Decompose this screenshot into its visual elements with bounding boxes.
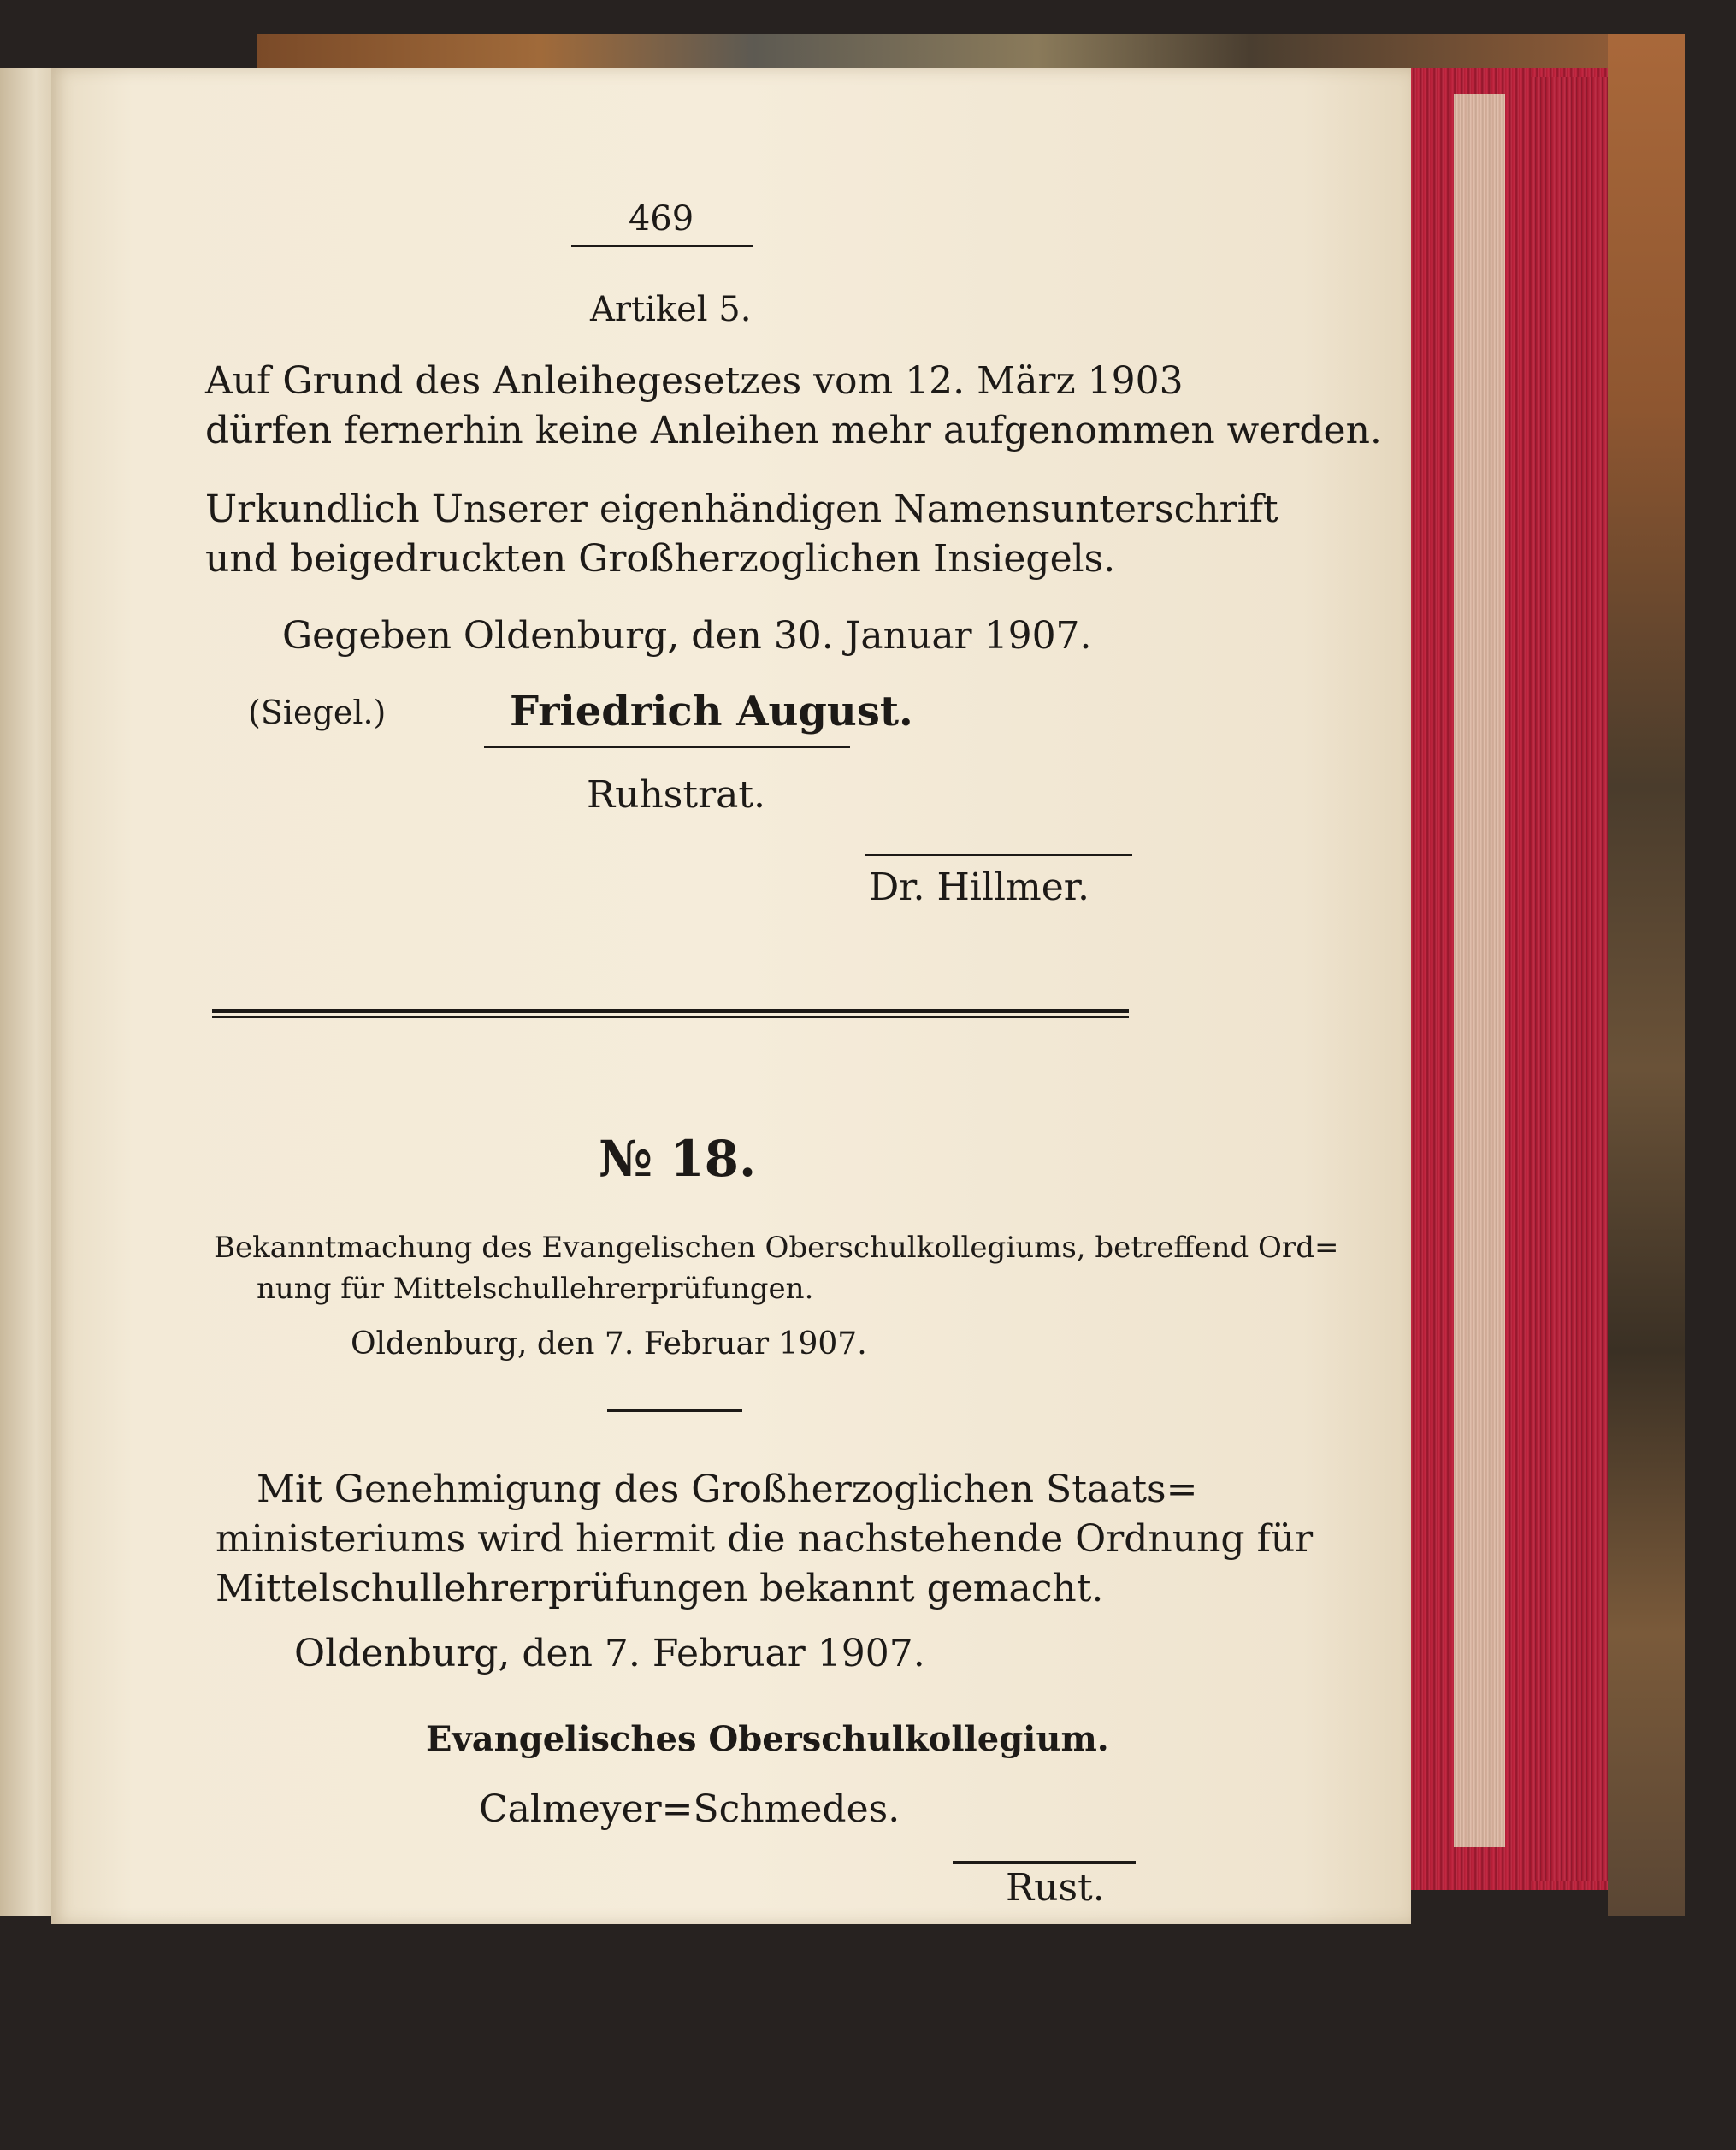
section-divider-bottom bbox=[212, 1016, 1129, 1018]
notice-text-line-3: Mittelschullehrerprüfungen bekannt gemacht. bbox=[216, 1567, 1104, 1610]
signer-name: Calmeyer=Schmedes. bbox=[479, 1787, 900, 1831]
notice-number: № 18. bbox=[599, 1130, 757, 1188]
notice-text-line-2: ministeriums wird hiermit die nachstehende Ordnung für bbox=[216, 1517, 1314, 1561]
notice-title-line-2: nung für Mittelschullehrerprüfungen. bbox=[257, 1272, 814, 1306]
article-text-line-2: dürfen fernerhin keine Anleihen mehr aufgenommen werden. bbox=[205, 409, 1382, 452]
page-number: 469 bbox=[628, 199, 694, 239]
signature-minister: Ruhstrat. bbox=[587, 773, 765, 817]
cosigner-rule bbox=[953, 1861, 1136, 1864]
page-number-rule bbox=[571, 245, 753, 247]
given-line: Gegeben Oldenburg, den 30. Januar 1907. bbox=[282, 614, 1092, 658]
notice-text-line-1: Mit Genehmigung des Großherzoglichen Staats= bbox=[257, 1468, 1198, 1511]
signature-secretary: Dr. Hillmer. bbox=[869, 865, 1089, 909]
notice-title-line-1: Bekanntmachung des Evangelischen Oberschulkollegiums, betreffend Ord= bbox=[214, 1231, 1339, 1265]
closing-date: Oldenburg, den 7. Februar 1907. bbox=[294, 1632, 925, 1675]
signature-main: Friedrich August. bbox=[510, 688, 913, 735]
notice-place-date: Oldenburg, den 7. Februar 1907. bbox=[351, 1326, 867, 1361]
section-divider-top bbox=[212, 1009, 1129, 1013]
signature-rule bbox=[484, 746, 850, 748]
article-heading: Artikel 5. bbox=[590, 290, 752, 329]
certification-line-2: und beigedruckten Großherzoglichen Insiegels. bbox=[205, 537, 1116, 581]
seal-label: (Siegel.) bbox=[248, 694, 387, 731]
article-text-line-1: Auf Grund des Anleihegesetzes vom 12. März 1903 bbox=[205, 359, 1184, 403]
certification-line-1: Urkundlich Unserer eigenhändigen Namensunterschrift bbox=[205, 487, 1278, 531]
issuing-authority: Evangelisches Oberschulkollegium. bbox=[426, 1719, 1109, 1759]
cosigner-name: Rust. bbox=[1006, 1866, 1105, 1910]
notice-rule bbox=[607, 1409, 742, 1412]
minister-rule bbox=[865, 854, 1132, 856]
